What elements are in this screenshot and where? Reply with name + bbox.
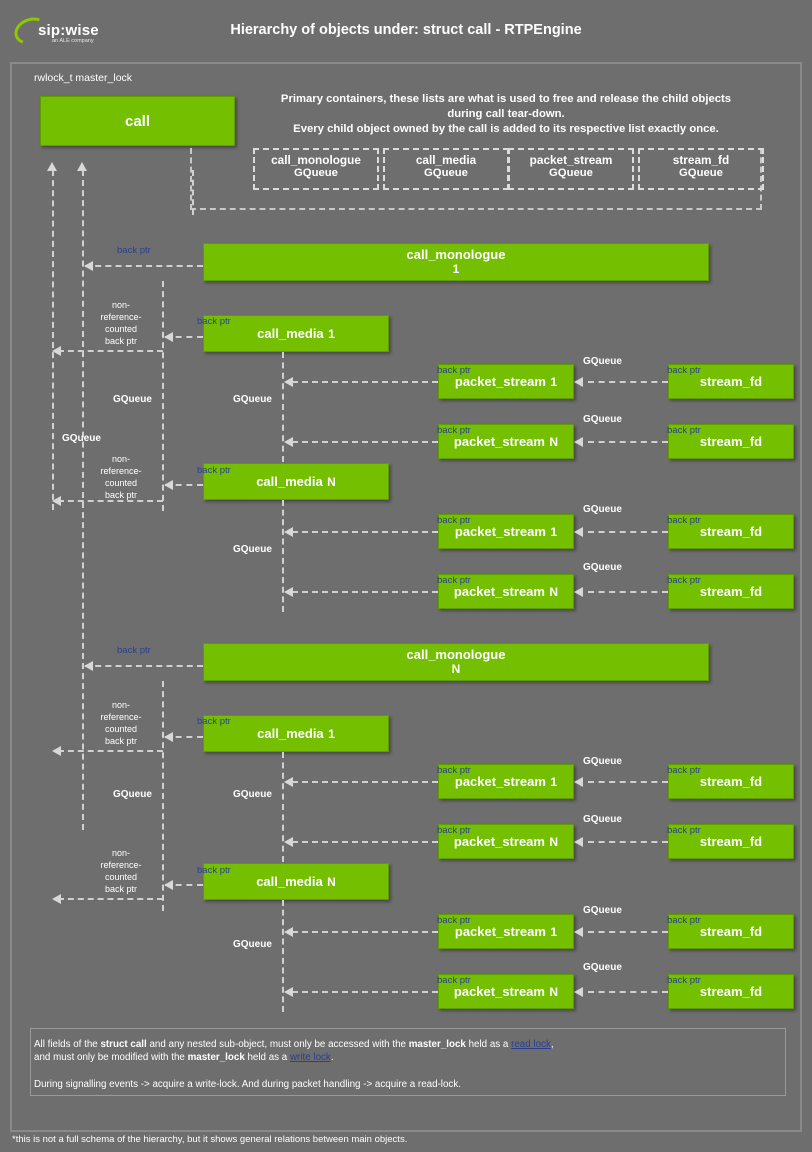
edge-pstream-1a-streamfd <box>588 381 668 383</box>
node-call-media-n <box>203 463 389 500</box>
edge-media-1b-pstream-1 <box>292 781 438 783</box>
label-gqueue-monologue-1: GQueue <box>113 394 152 405</box>
label-back-ptr-streamfd-1-b: back ptr <box>667 515 701 526</box>
node-index: N <box>327 474 336 489</box>
node-index: 1 <box>328 726 335 741</box>
label-nonref-media-1: non- reference- counted back ptr <box>100 300 142 346</box>
node-index: 1 <box>550 524 558 539</box>
arrow-media-nb-back <box>164 880 173 890</box>
edge-media-n-nonref <box>58 500 163 502</box>
label-back-ptr-media-1-b: back ptr <box>197 716 231 727</box>
logo-text: sip:wise <box>38 22 99 39</box>
logo-tagline: an ALE company <box>52 38 94 44</box>
arrow-streamfd-1b-back <box>574 527 583 537</box>
node-name: packet_stream <box>454 524 546 539</box>
spine-monologue-n <box>162 681 164 911</box>
node-name: call_media <box>256 874 323 889</box>
node-name: packet_stream <box>454 774 546 789</box>
label-back-ptr-pstream-1-a: back ptr <box>437 365 471 376</box>
lock-note-line-3: During signalling events -> acquire a write-lock. And during packet handling -> acquire a read-lock. <box>34 1079 461 1090</box>
footnote: *this is not a full schema of the hierarchy, but it shows general relations between main objects. <box>12 1134 408 1145</box>
master-lock-label: rwlock_t master_lock <box>30 72 136 84</box>
container-type: GQueue <box>424 167 468 179</box>
container-name: packet_stream <box>529 153 613 167</box>
arrow-pstream-n-b-back <box>284 587 293 597</box>
lock-note-line-2: and must only be modified with the master_lock held as a write lock. <box>34 1052 334 1063</box>
container-type: GQueue <box>294 167 338 179</box>
edge-media-nb-pstream-1 <box>292 931 438 933</box>
arrow-pstream-1-a-back <box>284 377 293 387</box>
node-name: packet_stream <box>453 434 545 449</box>
label-back-ptr-streamfd-1-c: back ptr <box>667 765 701 776</box>
arrow-pstream-1-d-back <box>284 927 293 937</box>
node-index: N <box>549 984 559 999</box>
page-title: Hierarchy of objects under: struct call - RTPEngine <box>230 22 582 38</box>
label-gqueue-pstream-1-a: GQueue <box>583 356 622 367</box>
container-type: GQueue <box>549 167 593 179</box>
container-call-monologue <box>253 148 379 190</box>
arrow-pstream-1-b-back <box>284 527 293 537</box>
edge-media-1-pstream-n <box>292 441 438 443</box>
arrow-streamfd-1d-back <box>574 927 583 937</box>
read-lock-link[interactable]: read lock <box>511 1039 551 1050</box>
edge-media-n-pstream-n <box>292 591 438 593</box>
label-gqueue-monologue-n: GQueue <box>113 789 152 800</box>
node-name: call_media <box>257 726 324 741</box>
arrow-monologue-1-back <box>84 261 93 271</box>
label-nonref-media-n-b: non- reference- counted back ptr <box>100 848 142 894</box>
node-index: 1 <box>550 924 558 939</box>
node-name: call_monologue <box>406 647 506 662</box>
edge-media-nb-pstream-n <box>292 991 438 993</box>
node-name: stream_fd <box>699 834 763 849</box>
label-back-ptr-pstream-1-d: back ptr <box>437 915 471 926</box>
edge-pstream-na-streamfd <box>588 441 668 443</box>
label-gqueue-media-1: GQueue <box>233 394 272 405</box>
arrow-media-nb-nonref <box>52 894 61 904</box>
label-back-ptr-monologue-n: back ptr <box>117 645 151 656</box>
edge-pstream-nb-streamfd <box>588 591 668 593</box>
label-nonref-media-n: non- reference- counted back ptr <box>100 454 142 500</box>
label-gqueue-pstream-n-b: GQueue <box>583 562 622 573</box>
node-name: call_media <box>256 474 323 489</box>
container-packet-stream <box>508 148 634 190</box>
arrow-streamfd-na-back <box>574 437 583 447</box>
node-call-media-1-b <box>203 715 389 752</box>
node-name: stream_fd <box>699 374 763 389</box>
edge-media-1-pstream-1 <box>292 381 438 383</box>
arrow-pstream-1-c-back <box>284 777 293 787</box>
label-back-ptr-streamfd-n-d: back ptr <box>667 975 701 986</box>
arrow-streamfd-nd-back <box>574 987 583 997</box>
node-name: packet_stream <box>454 924 546 939</box>
node-call-monologue-n <box>203 643 709 681</box>
label-gqueue-pstream-n-d: GQueue <box>583 962 622 973</box>
edge-pstream-nd-streamfd <box>588 991 668 993</box>
label-back-ptr-streamfd-n-c: back ptr <box>667 825 701 836</box>
edge-media-nb-nonref <box>58 898 163 900</box>
node-call-media-1 <box>203 315 389 352</box>
node-name: stream_fd <box>699 984 763 999</box>
label-gqueue-pstream-n-a: GQueue <box>583 414 622 425</box>
node-index: N <box>451 662 461 676</box>
spine-container-hook <box>192 170 194 215</box>
label-gqueue-pstream-n-c: GQueue <box>583 814 622 825</box>
arrow-up-call-left <box>47 162 57 171</box>
node-name: stream_fd <box>699 524 763 539</box>
node-call-monologue-1 <box>203 243 709 281</box>
label-back-ptr-streamfd-1-d: back ptr <box>667 915 701 926</box>
label-back-ptr-streamfd-1-a: back ptr <box>667 365 701 376</box>
node-name: packet_stream <box>453 834 545 849</box>
note-line-1: Primary containers, these lists are what is used to free and release the child objects <box>280 93 732 105</box>
label-gqueue-pstream-1-c: GQueue <box>583 756 622 767</box>
node-name: stream_fd <box>699 924 763 939</box>
node-index: 1 <box>550 774 558 789</box>
container-name: call_monologue <box>271 153 361 167</box>
edge-media-1-nonref <box>58 350 163 352</box>
note-line-2: during call tear-down. <box>447 108 565 120</box>
label-back-ptr-media-1: back ptr <box>197 316 231 327</box>
edge-pstream-1b-streamfd <box>588 531 668 533</box>
node-index: 1 <box>328 326 335 341</box>
edge-pstream-nc-streamfd <box>588 841 668 843</box>
container-stream-fd <box>638 148 764 190</box>
arrow-streamfd-nb-back <box>574 587 583 597</box>
node-name: stream_fd <box>699 774 763 789</box>
label-gqueue-pstream-1-d: GQueue <box>583 905 622 916</box>
lock-note-line-1: All fields of the struct call and any nested sub-object, must only be accessed with the master_lock held as a read lock, <box>34 1039 554 1050</box>
edge-pstream-1c-streamfd <box>588 781 668 783</box>
label-gqueue-pstream-1-b: GQueue <box>583 504 622 515</box>
label-back-ptr-streamfd-n-a: back ptr <box>667 425 701 436</box>
label-back-ptr-monologue-1: back ptr <box>117 245 151 256</box>
write-lock-link[interactable]: write lock <box>289 1052 331 1063</box>
edge-media-1b-pstream-n <box>292 841 438 843</box>
label-back-ptr-pstream-n-c: back ptr <box>437 825 471 836</box>
node-index: N <box>327 874 336 889</box>
spine-call-left <box>52 170 54 510</box>
arrow-media-n-back <box>164 480 173 490</box>
node-index: N <box>549 834 559 849</box>
label-gqueue-media-1-b: GQueue <box>233 789 272 800</box>
node-name: call_monologue <box>406 247 506 262</box>
container-name: stream_fd <box>672 153 730 167</box>
note-line-3: Every child object owned by the call is added to its respective list exactly once. <box>293 123 719 135</box>
container-call-media <box>383 148 509 190</box>
edge-pstream-1d-streamfd <box>588 931 668 933</box>
label-back-ptr-media-n-b: back ptr <box>197 865 231 876</box>
arrow-streamfd-1c-back <box>574 777 583 787</box>
label-nonref-media-1-b: non- reference- counted back ptr <box>100 700 142 746</box>
label-back-ptr-pstream-n-b: back ptr <box>437 575 471 586</box>
spine-monologue-1 <box>162 281 164 511</box>
label-back-ptr-pstream-1-c: back ptr <box>437 765 471 776</box>
arrow-streamfd-1a-back <box>574 377 583 387</box>
node-index: 1 <box>452 262 460 276</box>
arrow-media-1b-back <box>164 732 173 742</box>
node-index: N <box>549 434 559 449</box>
label-back-ptr-streamfd-n-b: back ptr <box>667 575 701 586</box>
page-header <box>0 0 812 62</box>
arrow-media-1-back <box>164 332 173 342</box>
arrow-pstream-n-a-back <box>284 437 293 447</box>
node-name: packet_stream <box>453 984 545 999</box>
node-index: N <box>549 584 559 599</box>
node-name: stream_fd <box>699 434 763 449</box>
label-gqueue-call: GQueue <box>62 433 101 444</box>
node-call-media-n-b <box>203 863 389 900</box>
arrow-media-1b-nonref <box>52 746 61 756</box>
container-name: call_media <box>415 153 477 167</box>
arrow-pstream-n-d-back <box>284 987 293 997</box>
edge-call-monologue-1 <box>85 265 203 267</box>
arrow-media-1-nonref <box>52 346 61 356</box>
node-name: stream_fd <box>699 584 763 599</box>
node-name: packet_stream <box>453 584 545 599</box>
container-type: GQueue <box>679 167 723 179</box>
node-call: call <box>40 96 235 146</box>
arrow-media-n-nonref <box>52 496 61 506</box>
arrow-monologue-n-back <box>84 661 93 671</box>
label-gqueue-media-n: GQueue <box>233 544 272 555</box>
label-back-ptr-pstream-n-a: back ptr <box>437 425 471 436</box>
label-back-ptr-media-n: back ptr <box>197 465 231 476</box>
node-index: 1 <box>550 374 558 389</box>
node-name: call_media <box>257 326 324 341</box>
label-back-ptr-pstream-1-b: back ptr <box>437 515 471 526</box>
edge-media-n-pstream-1 <box>292 531 438 533</box>
label-back-ptr-pstream-n-d: back ptr <box>437 975 471 986</box>
primary-containers-note <box>250 92 762 137</box>
node-name: packet_stream <box>454 374 546 389</box>
arrow-pstream-n-c-back <box>284 837 293 847</box>
label-gqueue-media-n-b: GQueue <box>233 939 272 950</box>
arrow-up-call-right <box>77 162 87 171</box>
edge-call-monologue-n <box>85 665 203 667</box>
arrow-streamfd-nc-back <box>574 837 583 847</box>
edge-media-1b-nonref <box>58 750 163 752</box>
